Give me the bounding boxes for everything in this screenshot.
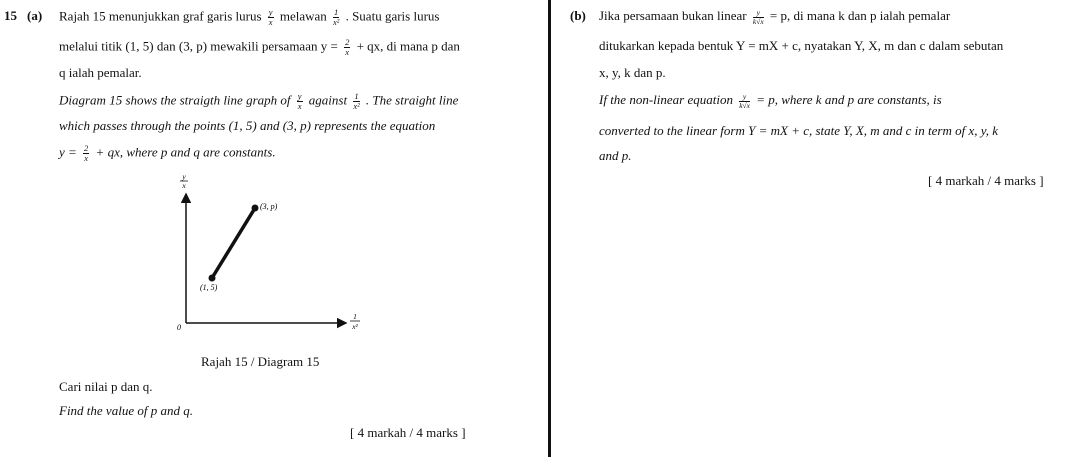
- fraction-y-over-k-root-x: $\frac{y}{k√x}$: [752, 7, 764, 26]
- part-a-marks: [ 4 markah / 4 marks ]: [350, 425, 466, 440]
- point-1-label: (1, 5): [200, 283, 218, 292]
- part-a-line-3: q ialah pemalar.: [59, 65, 142, 80]
- straight-line: [212, 208, 255, 278]
- diagram-caption: Rajah 15 / Diagram 15: [201, 354, 320, 369]
- diagram-15: [160, 168, 380, 338]
- fraction-y-over-k-root-x-en: $\frac{y}{k√x}$: [739, 91, 750, 110]
- part-b-en-line-3: and p.: [599, 148, 632, 163]
- column-divider: [548, 0, 551, 457]
- point-2-label: (3, p): [260, 202, 278, 211]
- part-b-line-1: Jika persamaan bukan linear $\frac{y}{k√x}$ = p, di mana k dan p ialah pemalar: [599, 7, 951, 26]
- part-a-label: (a): [27, 8, 43, 23]
- fraction-y-over-x: $\frac{y}{x}$: [268, 7, 273, 27]
- point-1: [209, 275, 216, 282]
- part-b-en-line-1: If the non-linear equation $\frac{y}{k√x}$ = p, where k and p are constants, is: [599, 91, 942, 110]
- x-axis-label-den: x²: [352, 322, 358, 331]
- question-number: 15: [4, 8, 17, 23]
- fraction-y-over-x-en: $\frac{y}{x}$: [297, 91, 302, 111]
- part-b-line-3: x, y, k dan p.: [599, 65, 666, 80]
- point-2: [252, 205, 259, 212]
- part-a-line-1-start: Rajah 15 menunjukkan graf garis lurus: [59, 8, 262, 24]
- part-b-en-line-2: converted to the linear form Y = mX + c, state Y, X, m and c in term of x, y, k: [599, 123, 999, 138]
- origin-label: 0: [177, 323, 181, 332]
- part-a-line-1-mid: melawan: [279, 8, 327, 24]
- y-axis-label-den: x: [182, 181, 186, 190]
- part-a-line-1-end: . Suatu garis lurus: [345, 8, 440, 24]
- part-a-en-line-3: y = $\frac{2}{x}$ + qx, where p and q are constants.: [59, 143, 276, 163]
- part-a-task-en: Find the value of p and q.: [59, 403, 193, 418]
- part-b-line-2: ditukarkan kepada bentuk Y = mX + c, nyatakan Y, X, m dan c dalam sebutan: [599, 38, 1004, 53]
- part-a-line-1: [59, 8, 439, 27]
- fraction-1-over-x2: $\frac{1}{\text{x²}}$: [333, 7, 340, 27]
- part-a-line-2: melalui titik (1, 5) dan (3, p) mewakili persamaan y = $\frac{2}{x}$ + qx, di mana p dan: [59, 37, 460, 57]
- fraction-2-over-x-en: $\frac{2}{x}$: [84, 143, 89, 163]
- part-a-task-ms: Cari nilai p dan q.: [59, 379, 153, 394]
- y-axis-label-num: y: [182, 172, 186, 181]
- part-b-marks: [ 4 markah / 4 marks ]: [928, 173, 1044, 188]
- part-a-en-line-1: Diagram 15 shows the straigth line graph of $\frac{y}{x}$ against $\frac{1}{\text{x²}}$ . The straight line: [59, 91, 459, 111]
- part-b-label: (b): [570, 8, 586, 23]
- x-axis-label-num: 1: [353, 312, 357, 321]
- part-a-en-line-2: which passes through the points (1, 5) and (3, p) represents the equation: [59, 118, 436, 133]
- fraction-2-over-x: $\frac{2}{x}$: [345, 37, 350, 57]
- fraction-1-over-x2-en: $\frac{1}{\text{x²}}$: [353, 91, 360, 111]
